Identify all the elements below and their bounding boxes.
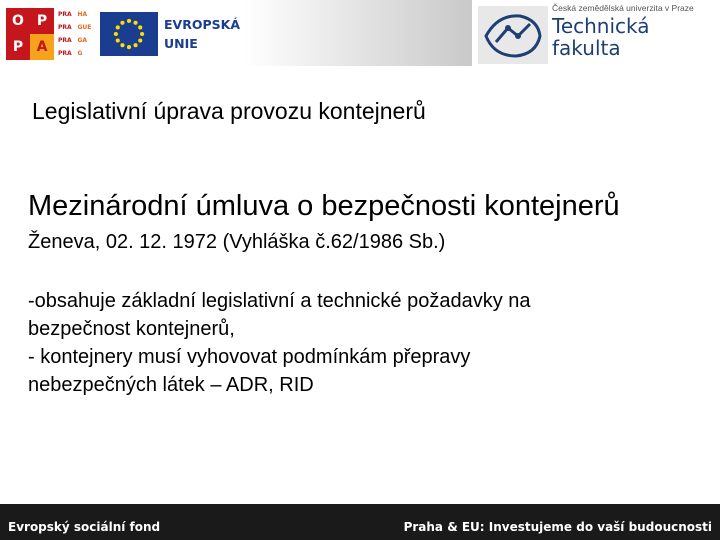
bullet-line: bezpečnost kontejnerů, <box>28 318 235 340</box>
faculty-logo <box>478 0 714 66</box>
eu-logo <box>100 8 240 60</box>
oppa-letter: P <box>36 13 48 29</box>
header-gradient-band <box>244 0 472 66</box>
footer-left-text: Evropský sociální fond <box>8 520 161 534</box>
faculty-name-line: fakulta <box>552 36 621 60</box>
oppa-grid-text: GA <box>77 37 88 45</box>
university-name: Česká zemědělská univerzita v Praze <box>552 3 694 13</box>
oppa-grid-text: G <box>77 50 83 58</box>
oppa-letters <box>6 8 54 60</box>
oppa-grid-text: PRA <box>58 10 72 18</box>
bullet-line: -obsahuje základní legislativní a technické požadavky na <box>28 290 531 312</box>
faculty-name-line: Technická <box>552 14 650 38</box>
eu-flag-icon <box>100 12 158 56</box>
bullet-line: - kontejnery musí vyhovovat podmínkám přepravy <box>28 346 471 368</box>
faculty-logo-icon <box>478 6 548 64</box>
oppa-grid-text: PRA <box>58 37 72 45</box>
eu-text <box>164 15 240 53</box>
faculty-name <box>552 15 650 59</box>
header <box>0 0 720 70</box>
oppa-letter: A <box>30 34 54 60</box>
slide-subtitle: Legislativní úprava provozu kontejnerů <box>32 98 426 124</box>
footer-right-text: Praha & EU: Investujeme do vaší budoucnosti <box>403 520 712 534</box>
oppa-grid-text: PRA <box>58 23 72 31</box>
slide-heading: Mezinárodní úmluva o bezpečnosti kontejnerů <box>28 190 620 222</box>
oppa-letter: O <box>12 13 24 29</box>
eu-text-line: UNIE <box>164 36 198 51</box>
bullet-list <box>28 287 531 399</box>
eu-text-line: EVROPSKÁ <box>164 17 240 32</box>
oppa-grid-text: HA <box>77 10 88 18</box>
oppa-letter: P <box>12 39 24 55</box>
oppa-grid-text: PRA <box>58 50 72 58</box>
oppa-grid-text: GUE <box>77 23 92 31</box>
oppa-grid <box>58 8 96 60</box>
footer <box>0 504 720 540</box>
oppa-logo <box>6 8 98 60</box>
bullet-line: nebezpečných látek – ADR, RID <box>28 374 314 396</box>
slide-subheading: Ženeva, 02. 12. 1972 (Vyhláška č.62/1986 Sb.) <box>28 231 446 253</box>
